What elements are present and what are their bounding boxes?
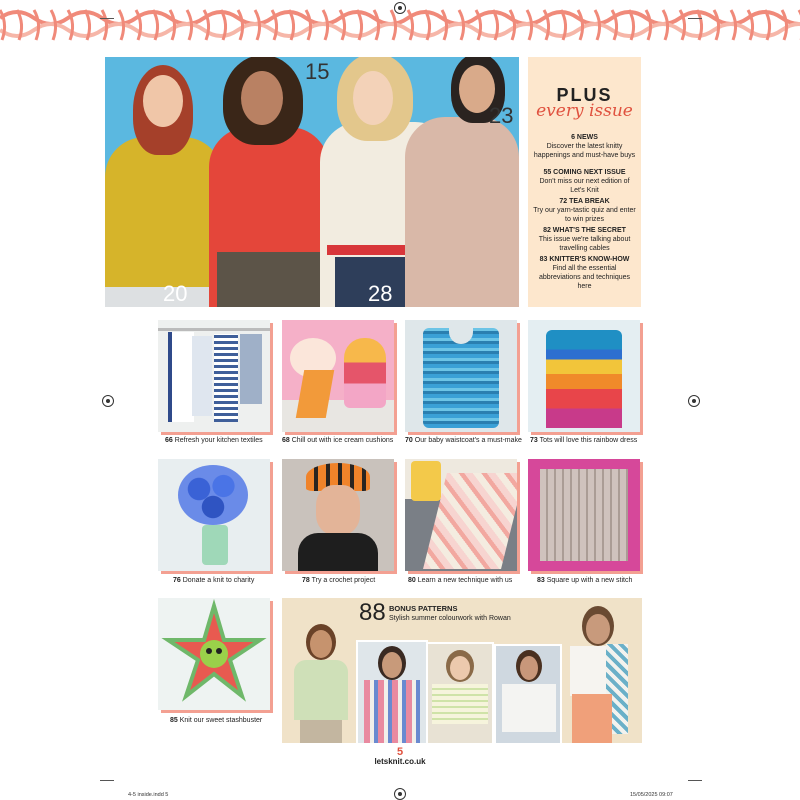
kitchen-textiles-thumb[interactable] [158, 320, 270, 432]
feature-caption[interactable]: 66 Refresh your kitchen textiles [165, 437, 263, 444]
crop-mark [100, 18, 114, 19]
new-technique-blanket-thumb[interactable] [405, 459, 517, 571]
plus-item[interactable]: 82 WHAT'S THE SECRET This issue we're talking about travelling cables [538, 227, 631, 252]
page-ref-23: 23 [489, 103, 514, 128]
feature-caption[interactable]: 83 Square up with a new stitch [537, 577, 633, 584]
bonus-model [356, 640, 428, 743]
cover-models-photo[interactable] [105, 57, 519, 307]
stashbuster-starfish-thumb[interactable] [158, 598, 270, 710]
plus-title: PLUS [556, 85, 613, 105]
page-ref-20: 20 [163, 281, 188, 306]
feature-caption[interactable]: 70 Our baby waistcoat's a must-make [405, 437, 522, 444]
registration-mark [688, 395, 700, 407]
bonus-title: BONUS PATTERNS [389, 604, 458, 613]
plus-item[interactable]: 83 KNITTER'S KNOW-HOW Find all the essential abbreviations and techniques here [538, 256, 631, 290]
charity-flowers-thumb[interactable] [158, 459, 270, 571]
crop-mark [688, 780, 702, 781]
new-stitch-square-thumb[interactable] [528, 459, 640, 571]
model-pink-cardigan [405, 117, 519, 307]
crop-mark [100, 780, 114, 781]
registration-mark [394, 2, 406, 14]
feature-caption[interactable]: 73 Tots will love this rainbow dress [530, 437, 638, 444]
starfish-icon [158, 598, 270, 710]
registration-mark [394, 788, 406, 800]
crochet-project-thumb[interactable] [282, 459, 394, 571]
plus-subtitle: every issue [536, 101, 633, 121]
plus-item[interactable]: 72 TEA BREAK Try our yarn-tastic quiz and enter to win prizes [533, 198, 636, 223]
bonus-model [426, 642, 494, 743]
registration-mark [102, 395, 114, 407]
crop-mark [688, 18, 702, 19]
feature-caption[interactable]: 68 Chill out with ice cream cushions [282, 437, 394, 444]
feature-caption[interactable]: 76 Donate a knit to charity [173, 577, 255, 584]
bonus-model [288, 624, 354, 743]
rainbow-dress-thumb[interactable] [528, 320, 640, 432]
bonus-model [494, 644, 562, 743]
slug-file-name: 4-5 inside.indd 5 [128, 792, 169, 798]
slug-timestamp: 15/05/2025 09:07 [630, 792, 673, 798]
bonus-page-number: 88 [359, 599, 386, 626]
page-ref-28: 28 [368, 281, 393, 306]
ice-cream-cushions-thumb[interactable] [282, 320, 394, 432]
plus-every-issue-panel [528, 57, 641, 307]
bonus-patterns-panel[interactable] [282, 598, 642, 743]
feature-caption[interactable]: 78 Try a crochet project [302, 577, 376, 584]
bonus-subtitle: Stylish summer colourwork with Rowan [389, 615, 511, 622]
baby-waistcoat-thumb[interactable] [405, 320, 517, 432]
feature-caption[interactable]: 80 Learn a new technique with us [408, 577, 513, 584]
page-ref-15: 15 [305, 59, 330, 84]
plus-item[interactable]: 55 COMING NEXT ISSUE Don't miss our next edition of Let's Knit [539, 169, 630, 194]
plus-item[interactable]: 6 NEWS Discover the latest knitty happenings and must-have buys [533, 134, 636, 159]
page-number: 5 [396, 746, 404, 758]
feature-caption[interactable]: 85 Knit our sweet stashbuster [170, 717, 263, 724]
website-url[interactable]: letsknit.co.uk [374, 757, 426, 766]
bonus-model [560, 606, 642, 743]
